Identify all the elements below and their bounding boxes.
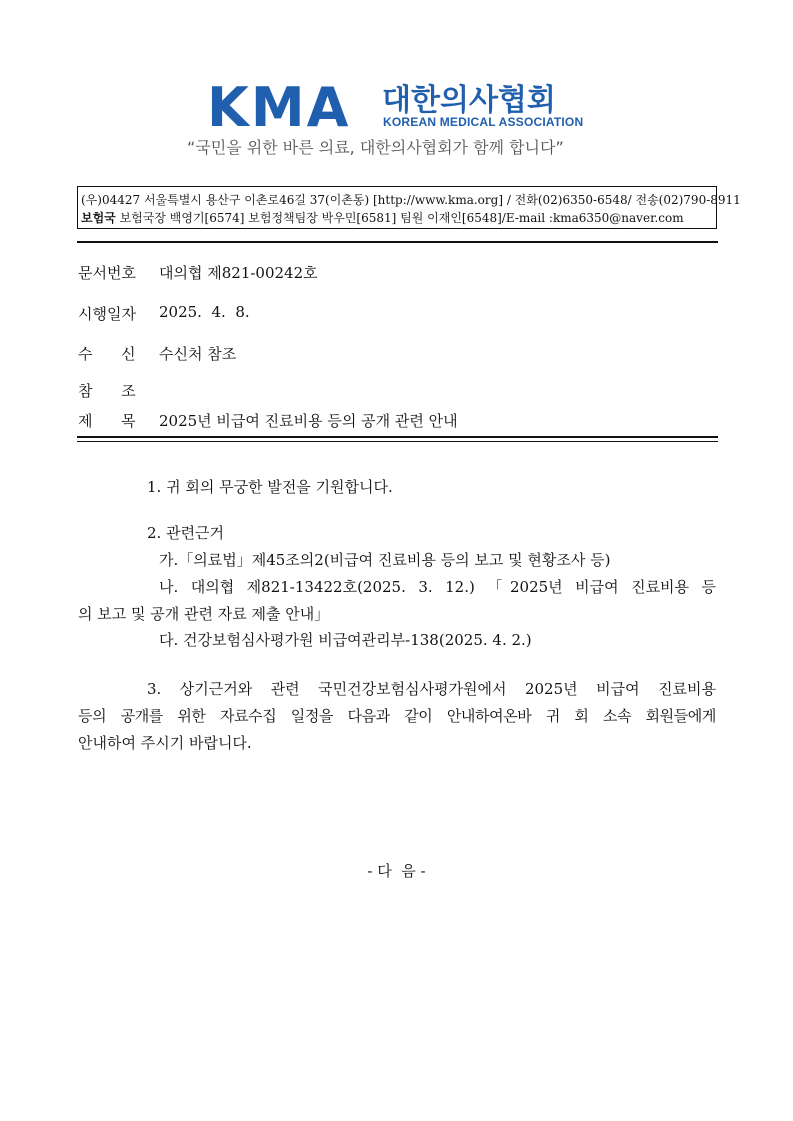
paragraph-3-line-3: 안내하여 주시기 바랍니다. (78, 734, 252, 752)
address-box (77, 186, 741, 229)
paragraph-3-line-1: 3. 상기근거와 관련 국민건강보험심사평가원에서 2025년 비급여 진료비용 (147, 680, 716, 698)
address-line-2 (81, 209, 684, 226)
subject-label: 제 목 (78, 412, 136, 430)
date: 2025. 4. 8. (159, 303, 250, 321)
subject-divider-thick (77, 436, 718, 438)
subject-divider-thin (77, 441, 718, 442)
logo-letters: KMA (207, 76, 351, 139)
subject: 2025년 비급여 진료비용 등의 공개 관련 안내 (159, 412, 458, 430)
contact-info: 보험국장 백영기[6574] 보험정책팀장 박우민[6581] 팀원 이재인[6548]/E-mail :kma6350@naver.com (115, 211, 684, 225)
paragraph-2-item-c: 다. 건강보험심사평가원 비급여관리부-138(2025. 4. 2.) (159, 631, 532, 649)
kma-logo (207, 76, 587, 139)
recipient-label: 수 신 (78, 345, 136, 363)
doc-number-label: 문서번호 (78, 264, 136, 282)
slogan: “국민을 위한 바른 의료, 대한의사협회가 함께 합니다” (187, 138, 564, 157)
paragraph-2-title: 2. 관련근거 (147, 524, 225, 542)
paragraph-2-item-b-line-1: 나. 대의협 제821-13422호(2025. 3. 12.) 「2025년 비급여 진료비용 등 (159, 578, 716, 596)
following-heading: - 다 음 - (367, 862, 426, 880)
paragraph-2-item-a: 가.「의료법」제45조의2(비급여 진료비용 등의 보고 및 현황조사 등) (159, 551, 611, 569)
logo-org-name-en: KOREAN MEDICAL ASSOCIATION (383, 115, 584, 129)
paragraph-3-line-2: 등의 공개를 위한 자료수집 일정을 다음과 같이 안내하여온바 귀 회 소속 회원들에게 (78, 707, 716, 725)
reference-label: 참 조 (78, 382, 136, 400)
recipient: 수신처 참조 (159, 345, 237, 363)
header-divider (77, 241, 718, 243)
paragraph-2-item-b-line-2: 의 보고 및 공개 관련 자료 제출 안내」 (78, 605, 330, 623)
doc-number: 대의협 제821-00242호 (159, 264, 318, 282)
department-label: 보험국 (81, 211, 116, 225)
logo-org-name-ko: 대한의사협회 (382, 83, 556, 118)
paragraph-1: 1. 귀 회의 무궁한 발전을 기원합니다. (147, 478, 393, 496)
date-label: 시행일자 (78, 305, 136, 323)
address-line-1: (우)04427 서울특별시 용산구 이촌로46길 37(이촌동) [http://www.kma.org] / 전화(02)6350-6548/ 전송(02)790-8911 (81, 193, 741, 207)
